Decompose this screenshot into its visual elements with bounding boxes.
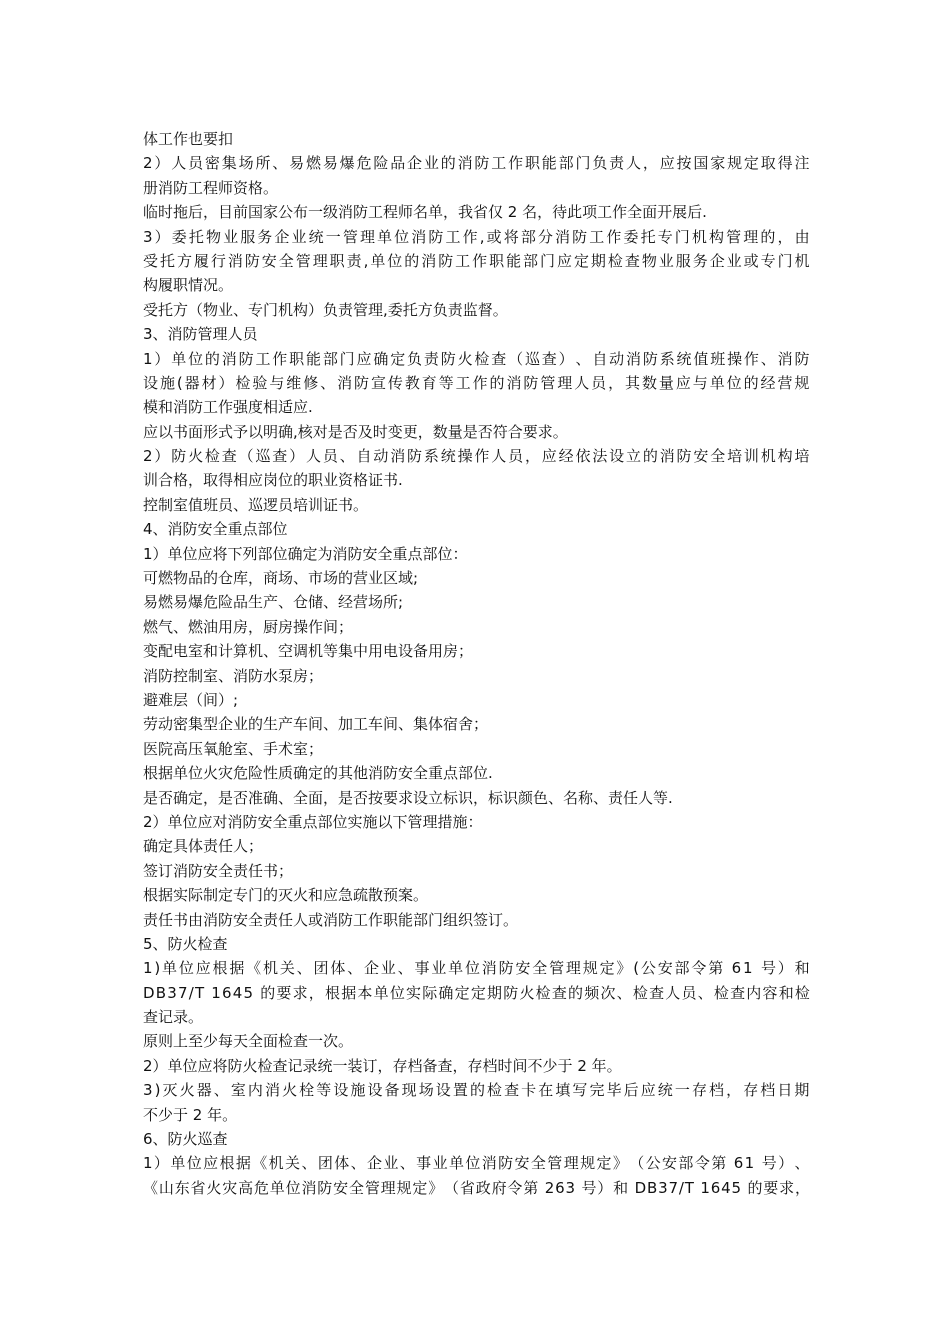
list-item: 根据单位火灾危险性质确定的其他消防安全重点部位.	[143, 764, 493, 783]
section-heading: 6、防火巡查	[143, 1130, 228, 1149]
list-item: 易燃易爆危险品生产、仓储、经营场所;	[143, 593, 404, 612]
text-line: 不少于 2 年。	[143, 1105, 238, 1124]
document-body	[143, 127, 810, 1200]
text-line: 3 ） 委 托 物 业 服 务 企 业 统 一 管 理 单 位 消 防 工 作 , 或 将 部 分 消 防 工 作 委 托 专 门 机 构 管 理 的 ， 由	[143, 227, 810, 246]
list-item: 避难层（间）;	[143, 690, 239, 709]
text-line: 体工作也要扣	[143, 130, 234, 148]
text-line: 2）单位应对消防安全重点部位实施以下管理措施：	[143, 812, 483, 831]
text-line: 临时拖后，目前国家公布一级消防工程师名单，我省仅 2 名，待此项工作全面开展后.	[143, 203, 707, 222]
text-line: 控制室值班员、巡逻员培训证书。	[143, 495, 369, 514]
section-heading: 5、防火检查	[143, 934, 228, 953]
text-line: 受 托 方 履 行 消 防 安 全 管 理 职 责 , 单 位 的 消 防 工 作 职 能 部 门 应 定 期 检 查 物 业 服 务 企 业 或 专 门 机	[143, 251, 810, 270]
text-line: 设 施 ( 器 材 ） 检 验 与 维 修 、 消 防 宣 传 教 育 等 工 作 的 消 防 管 理 人 员 ， 其 数 量 应 与 单 位 的 经 营 规	[143, 373, 810, 392]
text-line: 1）单位应将下列部位确定为消防安全重点部位：	[143, 544, 468, 563]
text-line: D B 3 7 / T 1 6 4 5 的 要 求 ， 根 据 本 单 位 实 际 确 定 定 期 防 火 检 查 的 频 次 、 检 查 人 员 、 检 查 内 容 和 检	[143, 983, 810, 1002]
text-line: 1 ） 单 位 的 消 防 工 作 职 能 部 门 应 确 定 负 责 防 火 检 查 （ 巡 查 ） 、 自 动 消 防 系 统 值 班 操 作 、 消 防	[143, 349, 810, 368]
list-item: 根据实际制定专门的灭火和应急疏散预案。	[143, 886, 429, 905]
list-item: 变配电室和计算机、空调机等集中用电设备用房；	[143, 642, 474, 661]
list-item: 劳动密集型企业的生产车间、加工车间、集体宿舍；	[143, 715, 489, 734]
text-line: 受托方（物业、专门机构）负责管理,委托方负责监督。	[143, 300, 508, 319]
list-item: 可燃物品的仓库，商场、市场的营业区域;	[143, 569, 419, 588]
text-line: 2 ） 人 员 密 集 场 所 、 易 燃 易 爆 危 险 品 企 业 的 消 防 工 作 职 能 部 门 负 责 人 ， 应 按 国 家 规 定 取 得 注	[143, 154, 810, 173]
text-line: 册消防工程师资格。	[143, 178, 279, 197]
text-line: 查记录。	[143, 1008, 204, 1027]
section-heading: 3、消防管理人员	[143, 325, 258, 344]
text-line: 《 山 东 省 火 灾 高 危 单 位 消 防 安 全 管 理 规 定 》 （ 省 政 府 令 第 2 6 3 号 ） 和 D B 3 7 / T 1 6 4 5 的 要 求 ，	[143, 1178, 810, 1197]
list-item: 签订消防安全责任书；	[143, 861, 294, 880]
section-heading: 4、消防安全重点部位	[143, 520, 288, 539]
text-line: 原则上至少每天全面检查一次。	[143, 1032, 354, 1051]
list-item: 燃气、燃油用房，厨房操作间；	[143, 617, 354, 636]
text-line: 是否确定，是否准确、全面，是否按要求设立标识，标识颜色、名称、责任人等.	[143, 788, 673, 807]
text-line: 责任书由消防安全责任人或消防工作职能部门组织签订。	[143, 910, 519, 929]
text-line: 2 ） 防 火 检 查 （ 巡 查 ） 人 员 、 自 动 消 防 系 统 操 作 人 员 ， 应 经 依 法 设 立 的 消 防 安 全 培 训 机 构 培	[143, 447, 810, 466]
list-item: 医院高压氧舱室、手术室；	[143, 739, 324, 758]
text-line: 应以书面形式予以明确,核对是否及时变更，数量是否符合要求。	[143, 422, 568, 441]
text-line: 2）单位应将防火检查记录统一装订，存档备查，存档时间不少于 2 年。	[143, 1056, 622, 1075]
list-item: 确定具体责任人；	[143, 837, 264, 856]
text-line: 构履职情况。	[143, 276, 234, 295]
text-line: 3 ) 灭 火 器 、 室 内 消 火 栓 等 设 施 设 备 现 场 设 置 的 检 查 卡 在 填 写 完 毕 后 应 统 一 存 档 ， 存 档 日 期	[143, 1081, 810, 1100]
text-line: 训合格，取得相应岗位的职业资格证书.	[143, 471, 403, 490]
list-item: 消防控制室、消防水泵房；	[143, 666, 324, 685]
text-line: 1 ) 单 位 应 根 据 《 机 关 、 团 体 、 企 业 、 事 业 单 位 消 防 安 全 管 理 规 定 》 ( 公 安 部 令 第 6 1 号 ） 和	[143, 959, 810, 978]
text-line: 1 ） 单 位 应 根 据 《 机 关 、 团 体 、 企 业 、 事 业 单 位 消 防 安 全 管 理 规 定 》 （ 公 安 部 令 第 6 1 号 ） 、	[143, 1154, 810, 1173]
text-line: 模和消防工作强度相适应.	[143, 398, 313, 417]
